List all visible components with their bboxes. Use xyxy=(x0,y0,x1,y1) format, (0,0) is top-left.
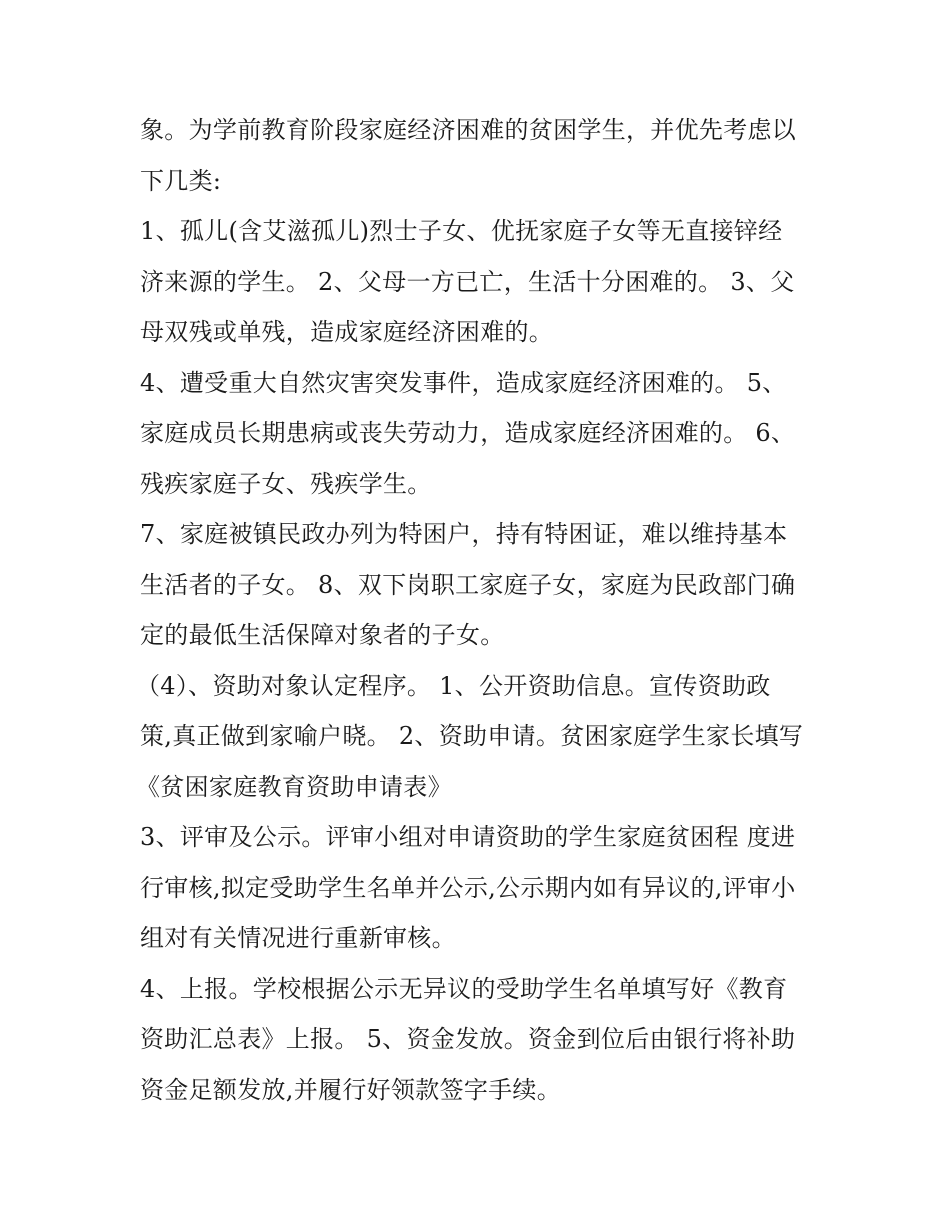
text-line: 3、评审及公示。评审小组对申请资助的学生家庭贫困程 度进 xyxy=(140,823,796,851)
text-line: （4）、资助对象认定程序。 1、公开资助信息。宣传资助政 xyxy=(136,671,771,700)
text-line: 母双残或单残，造成家庭经济困难的。 xyxy=(140,318,554,346)
text-line: 行审核,拟定受助学生名单并公示,公示期内如有异议的,评审小 xyxy=(140,873,796,902)
text-line: 资助汇总表》上报。 5、资金发放。资金到位后由银行将补助 xyxy=(140,1025,796,1053)
text-line: 策,真正做到家喻户晓。 2、资助申请。贫困家庭学生家长填写 xyxy=(140,722,804,750)
text-line: 下几类: xyxy=(140,166,222,195)
text-line: 济来源的学生。 2、父母一方已亡，生活十分困难的。 3、父 xyxy=(140,267,795,296)
document-body xyxy=(136,105,820,1115)
text-line: 家庭成员长期患病或丧失劳动力，造成家庭经济困难的。 6、 xyxy=(140,419,796,447)
text-line: 生活者的子女。 8、双下岗职工家庭子女，家庭为民政部门确 xyxy=(140,570,796,599)
text-line: 《贫困家庭教育资助申请表》 xyxy=(136,772,452,801)
text-line: 资金足额发放,并履行好领款签字手续。 xyxy=(140,1075,562,1104)
text-line: 象。为学前教育阶段家庭经济困难的贫困学生，并优先考虑以 xyxy=(140,116,797,144)
text-line: 4、遭受重大自然灾害突发事件，造成家庭经济困难的。 5、 xyxy=(140,368,787,397)
text-line: 残疾家庭子女、残疾学生。 xyxy=(140,469,432,498)
text-line: 7、家庭被镇民政办列为特困户，持有特困证，难以维持基本 xyxy=(140,520,788,548)
text-line: 定的最低生活保障对象者的子女。 xyxy=(140,621,505,649)
text-line: 组对有关情况进行重新审核。 xyxy=(140,924,456,952)
text-line: 4、上报。学校根据公示无异议的受助学生名单填写好《教育 xyxy=(140,974,788,1003)
text-line: 1、孤儿(含艾滋孤儿)烈士子女、优抚家庭子女等无直接锌经 xyxy=(140,217,783,245)
